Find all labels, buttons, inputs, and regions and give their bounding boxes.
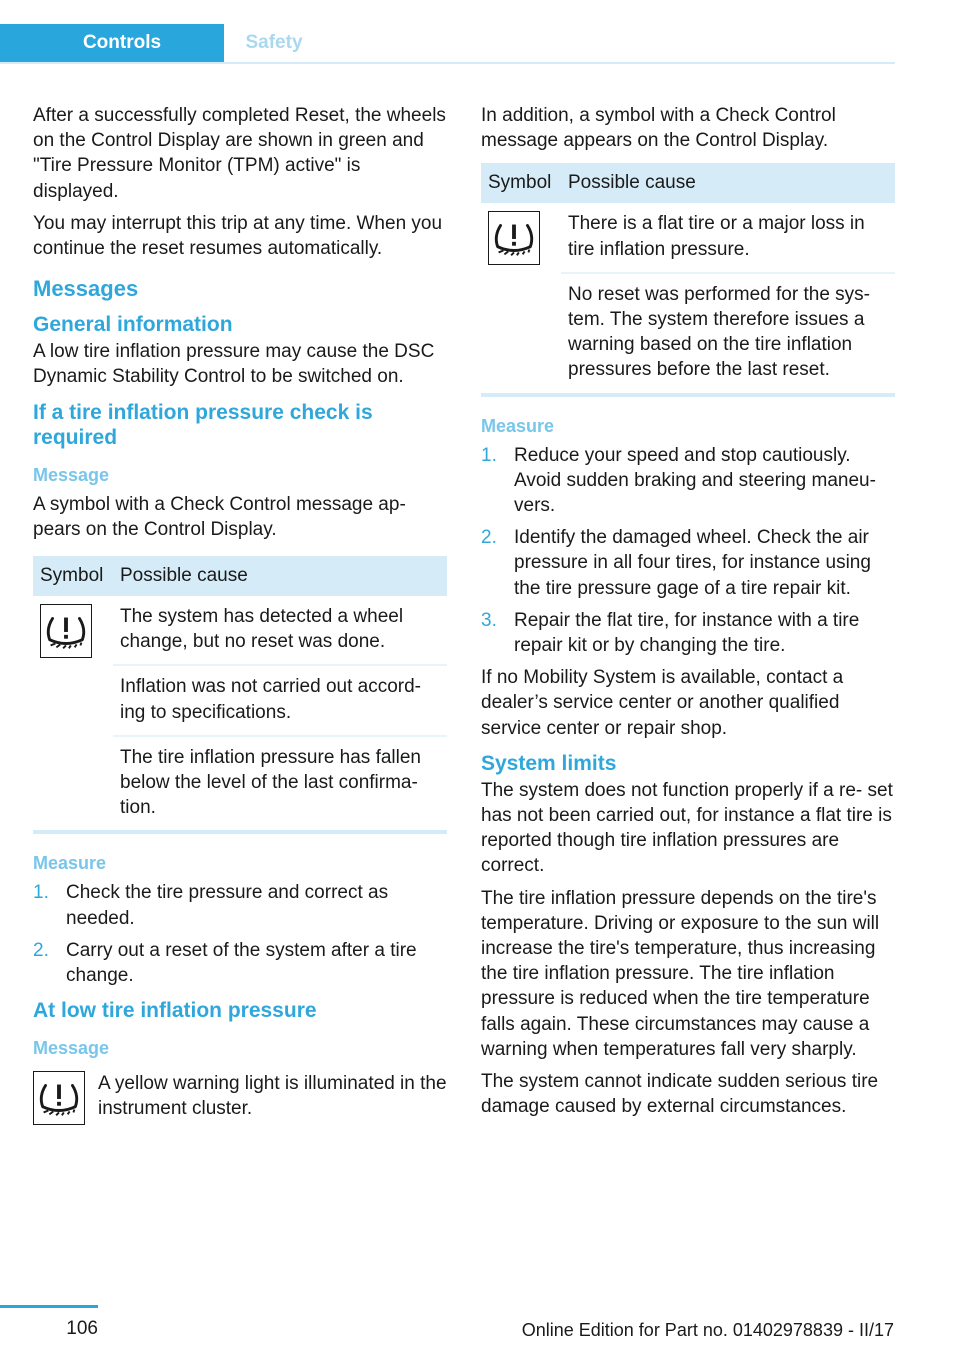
step-text: Reduce your speed and stop cautiously. Avoid sudden braking and steering maneu‐ vers. [514, 444, 876, 517]
cause-cell: Inflation was not carried out accord‐ ing to specifications. [113, 665, 447, 735]
paragraph-mobility: If no Mobility System is available, contact a dealer’s service center or another qualified service center or repair shop. [481, 667, 844, 739]
paragraph-reset-complete: After a successfully completed Reset, the wheels on the Control Display are shown in green and "Tire Pressure Monitor (TPM) active" is displayed. [33, 105, 446, 202]
paragraph-warning-light: A yellow warning light is illuminated in the instrument cluster. [98, 1073, 447, 1120]
column-header-cause: Possible cause [561, 163, 895, 203]
table-row [33, 596, 447, 665]
list-item [33, 880, 447, 930]
cause-cell: The tire inflation pressure has fallen below the level of the last confirma‐ tion. [113, 736, 447, 833]
symbol-table [481, 163, 895, 396]
step-number: 1. [33, 882, 49, 904]
step-text: Identify the damaged wheel. Check the air pressure in all four tires, for instance using the tire pressure gage of a tire repair kit. [514, 527, 871, 599]
list-item [481, 608, 895, 658]
step-text: Check the tire pressure and correct as needed. [66, 882, 389, 929]
step-text: Carry out a reset of the system after a tire change. [66, 939, 417, 987]
tab-controls[interactable]: Controls [0, 24, 224, 62]
paragraph-interrupt: You may interrupt this trip at any time. When you continue the reset resumes automatically. [33, 212, 443, 260]
cause-cell: No reset was performed for the sys‐ tem. The system therefore issues a warning based on the tire inflation pressures before the last reset. [561, 273, 895, 395]
page-number: 106 [0, 1305, 98, 1340]
paragraph-limits-1: The system does not function properly if a re‐ set has not been carried out, for instance a flat tire is reported though tire inflation pressures are correct. [481, 779, 893, 877]
cause-cell: There is a flat tire or a major loss in tire inflation pressure. [568, 213, 865, 260]
column-header-cause: Possible cause [113, 556, 447, 596]
heading-messages: Messages [33, 276, 139, 302]
list-item [481, 443, 895, 519]
tire-pressure-warning-icon [33, 1071, 85, 1125]
heading-low-pressure: At low tire inflation pressure [33, 999, 317, 1023]
step-number: 1. [481, 444, 497, 466]
tire-pressure-warning-icon [40, 604, 92, 658]
heading-general-information: General information [33, 313, 233, 337]
right-column [481, 103, 895, 1127]
measure-steps [33, 880, 447, 988]
paragraph-limits-3: The system cannot indicate sudden serious tire damage caused by external circumstances. [481, 1071, 879, 1118]
column-header-symbol: Symbol [33, 556, 113, 596]
heading-measure: Measure [481, 415, 555, 436]
step-number: 3. [481, 609, 497, 631]
step-number: 2. [481, 527, 497, 549]
paragraph-general: A low tire inflation pressure may cause the DSC Dynamic Stability Control to be switched on. [33, 341, 435, 388]
heading-message: Message [33, 464, 110, 485]
column-header-symbol: Symbol [481, 163, 561, 203]
table-row [481, 203, 895, 272]
symbol-table [33, 556, 447, 834]
heading-system-limits: System limits [481, 751, 617, 775]
edition-footer: Online Edition for Part no. 01402978839 - II/17 [521, 1320, 894, 1340]
tab-safety[interactable]: Safety [245, 32, 303, 53]
list-item [481, 525, 895, 601]
tire-pressure-warning-icon [488, 211, 540, 265]
warning-light-row [33, 1071, 447, 1128]
header-tabs [0, 24, 895, 64]
paragraph-message: A symbol with a Check Control message ap‐ pears on the Control Display. [33, 493, 406, 540]
paragraph-intro: In addition, a symbol with a Check Control message appears on the Control Display. [481, 105, 836, 152]
cause-cell: The system has detected a wheel change, but no reset was done. [120, 606, 404, 653]
step-text: Repair the flat tire, for instance with a tire repair kit or by changing the tire. [514, 609, 860, 657]
left-column [33, 103, 447, 1129]
list-item [33, 938, 447, 988]
heading-pressure-check: If a tire inflation pressure check is required [33, 400, 373, 449]
heading-message: Message [33, 1038, 110, 1059]
paragraph-limits-2: The tire inflation pressure depends on the tire's temperature. Driving or exposure to the sun will increase the tire's temperature, thus increasing the tire inflation pressure. The tire inflation pressure is reduced when the tire temperature falls again. These circumstances may cause a warning when temperatures fall very sharply. [481, 887, 880, 1060]
heading-measure: Measure [33, 853, 107, 874]
measure-steps [481, 443, 895, 659]
step-number: 2. [33, 939, 49, 961]
